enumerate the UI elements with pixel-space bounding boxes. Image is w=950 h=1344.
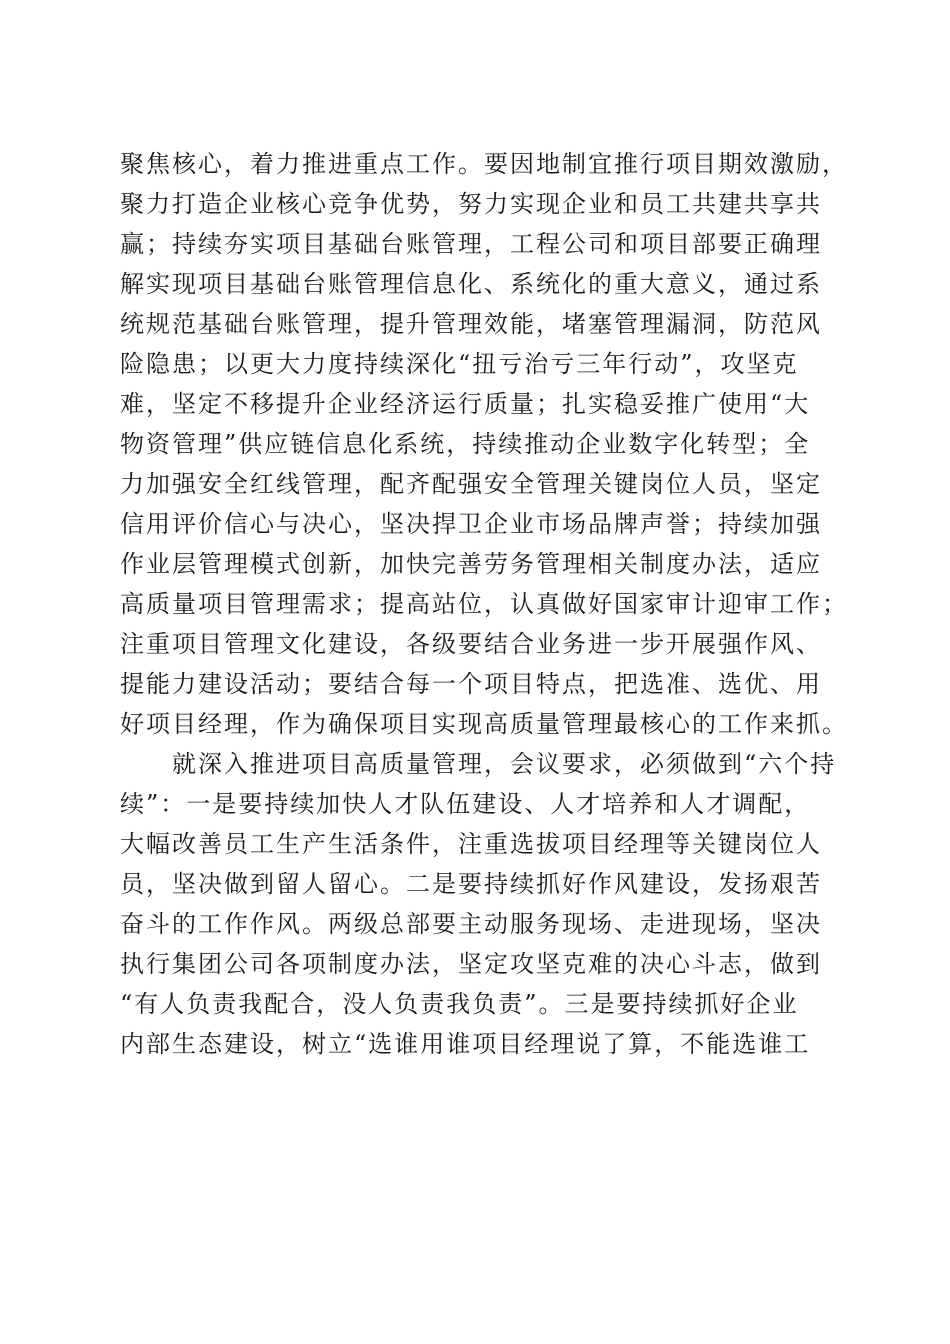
- text-line: 大幅改善员工生产生活条件，注重选拔项目经理等关键岗位人: [120, 830, 822, 858]
- text-line: 信用评价信心与决心，坚决捍卫企业市场品牌声誉；持续加强: [120, 510, 822, 538]
- text-line: 聚力打造企业核心竞争优势，努力实现企业和员工共建共享共: [120, 190, 822, 218]
- text-line: 聚焦核心，着力推进重点工作。要因地制宜推行项目期效激励，: [120, 150, 848, 178]
- text-line: 奋斗的工作作风。两级总部要主动服务现场、走进现场，坚决: [120, 910, 822, 938]
- text-line: 员，坚决做到留人留心。二是要持续抓好作风建设，发扬艰苦: [120, 870, 822, 898]
- text-line: 难，坚定不移提升企业经济运行质量；扎实稳妥推广使用“大: [120, 390, 811, 418]
- text-line: 提能力建设活动；要结合每一个项目特点，把选准、选优、用: [120, 670, 822, 698]
- text-line: 赢；持续夯实项目基础台账管理，工程公司和项目部要正确理: [120, 230, 822, 258]
- text-line: 统规范基础台账管理，提升管理效能，堵塞管理漏洞，防范风: [120, 310, 822, 338]
- body-text: [120, 144, 848, 1064]
- text-line: 执行集团公司各项制度办法，坚定攻坚克难的决心斗志，做到: [120, 950, 822, 978]
- text-line: 高质量项目管理需求；提高站位，认真做好国家审计迎审工作；: [120, 590, 848, 618]
- text-line: 作业层管理模式创新，加快完善劳务管理相关制度办法，适应: [120, 550, 822, 578]
- text-line: 就深入推进项目高质量管理，会议要求，必须做到“六个持: [120, 750, 837, 778]
- text-line: 续”：一是要持续加快人才队伍建设、人才培养和人才调配，: [120, 790, 811, 818]
- text-line: 注重项目管理文化建设，各级要结合业务进一步开展强作风、: [120, 630, 822, 658]
- text-line: “有人负责我配合，没人负责我负责”。三是要持续抓好企业: [120, 990, 799, 1018]
- text-line: 解实现项目基础台账管理信息化、系统化的重大意义，通过系: [120, 270, 822, 298]
- text-line: 力加强安全红线管理，配齐配强安全管理关键岗位人员，坚定: [120, 470, 822, 498]
- text-line: 物资管理”供应链信息化系统，持续推动企业数字化转型；全: [120, 430, 811, 458]
- text-line: 内部生态建设，树立“选谁用谁项目经理说了算，不能选谁工: [120, 1030, 811, 1058]
- text-line: 好项目经理，作为确保项目实现高质量管理最核心的工作来抓。: [120, 710, 848, 738]
- text-line: 险隐患；以更大力度持续深化“扭亏治亏三年行动”，攻坚克: [120, 350, 799, 378]
